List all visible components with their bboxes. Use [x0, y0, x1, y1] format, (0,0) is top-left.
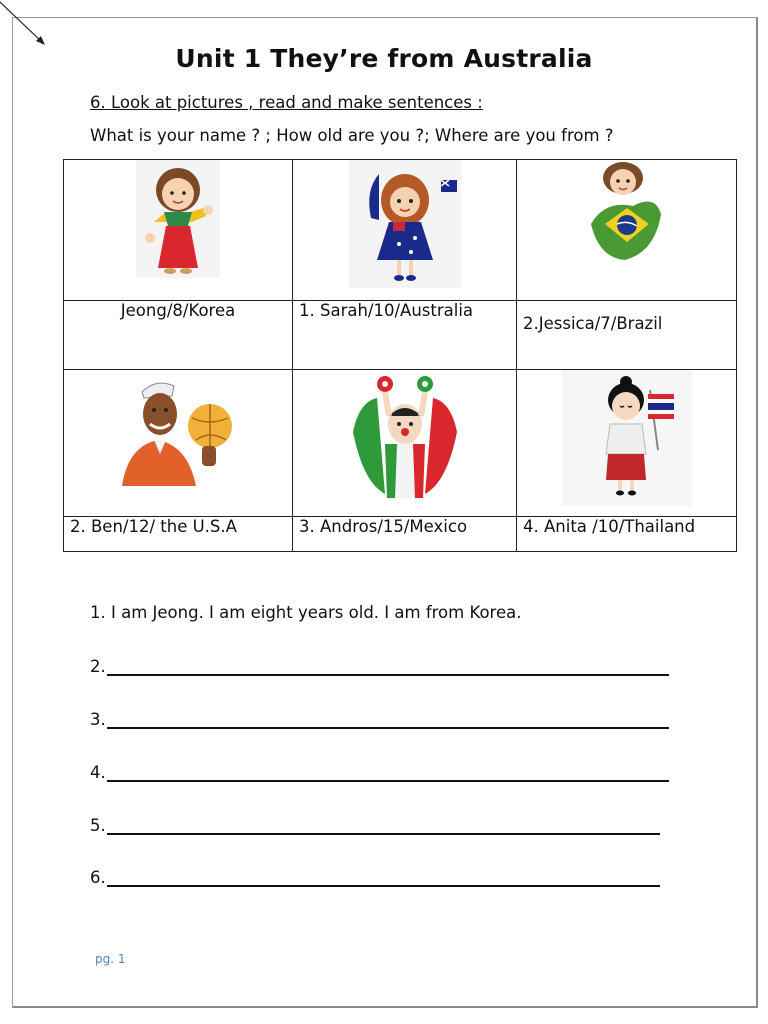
- picture-cell: [293, 370, 517, 517]
- picture-cell: [64, 370, 293, 517]
- caption-anita: 4. Anita /10/Thailand: [523, 517, 696, 536]
- picture-table: [63, 159, 737, 552]
- answer-line[interactable]: [90, 656, 669, 676]
- caption-cell: [517, 517, 737, 552]
- caption-sarah: 1. Sarah/10/Australia: [299, 301, 474, 320]
- caption-cell: [293, 301, 517, 370]
- questions-text: What is your name ? ; How old are you ?; Where are you from ?: [90, 126, 614, 145]
- australian-girl-icon: [349, 160, 461, 288]
- american-boy-icon: [122, 374, 234, 490]
- answer-number: 3.: [90, 710, 106, 729]
- brazilian-girl-icon: [585, 160, 669, 272]
- answer-line[interactable]: [90, 709, 669, 729]
- caption-jessica: 2.Jessica/7/Brazil: [523, 314, 663, 333]
- caption-ben: 2. Ben/12/ the U.S.A: [70, 517, 237, 536]
- answer-number: 4.: [90, 763, 106, 782]
- korean-girl-icon: [136, 160, 220, 278]
- picture-cell: [517, 160, 737, 301]
- thai-girl-icon: [562, 370, 692, 506]
- mexican-fan-icon: [349, 372, 461, 500]
- answer-number: 5.: [90, 816, 106, 835]
- caption-cell: [64, 517, 293, 552]
- caption-cell: [64, 301, 293, 370]
- answer-line[interactable]: [90, 762, 669, 782]
- answer-line[interactable]: [90, 815, 660, 835]
- answer-number: 2.: [90, 657, 106, 676]
- answer-line[interactable]: [90, 867, 660, 887]
- caption-jeong: Jeong/8/Korea: [120, 301, 236, 320]
- answer-number: 6.: [90, 868, 106, 887]
- corner-arrow-icon: [0, 0, 50, 50]
- page-number: pg. 1: [95, 952, 126, 966]
- picture-cell: [64, 160, 293, 301]
- picture-cell: [293, 160, 517, 301]
- example-sentence: 1. I am Jeong. I am eight years old. I am from Korea.: [90, 603, 522, 622]
- caption-andros: 3. Andros/15/Mexico: [299, 517, 468, 536]
- caption-cell: [517, 301, 737, 370]
- page-title: Unit 1 They’re from Australia: [175, 44, 593, 73]
- instruction-text: 6. Look at pictures , read and make sentences :: [90, 93, 483, 112]
- picture-cell: [517, 370, 737, 517]
- caption-cell: [293, 517, 517, 552]
